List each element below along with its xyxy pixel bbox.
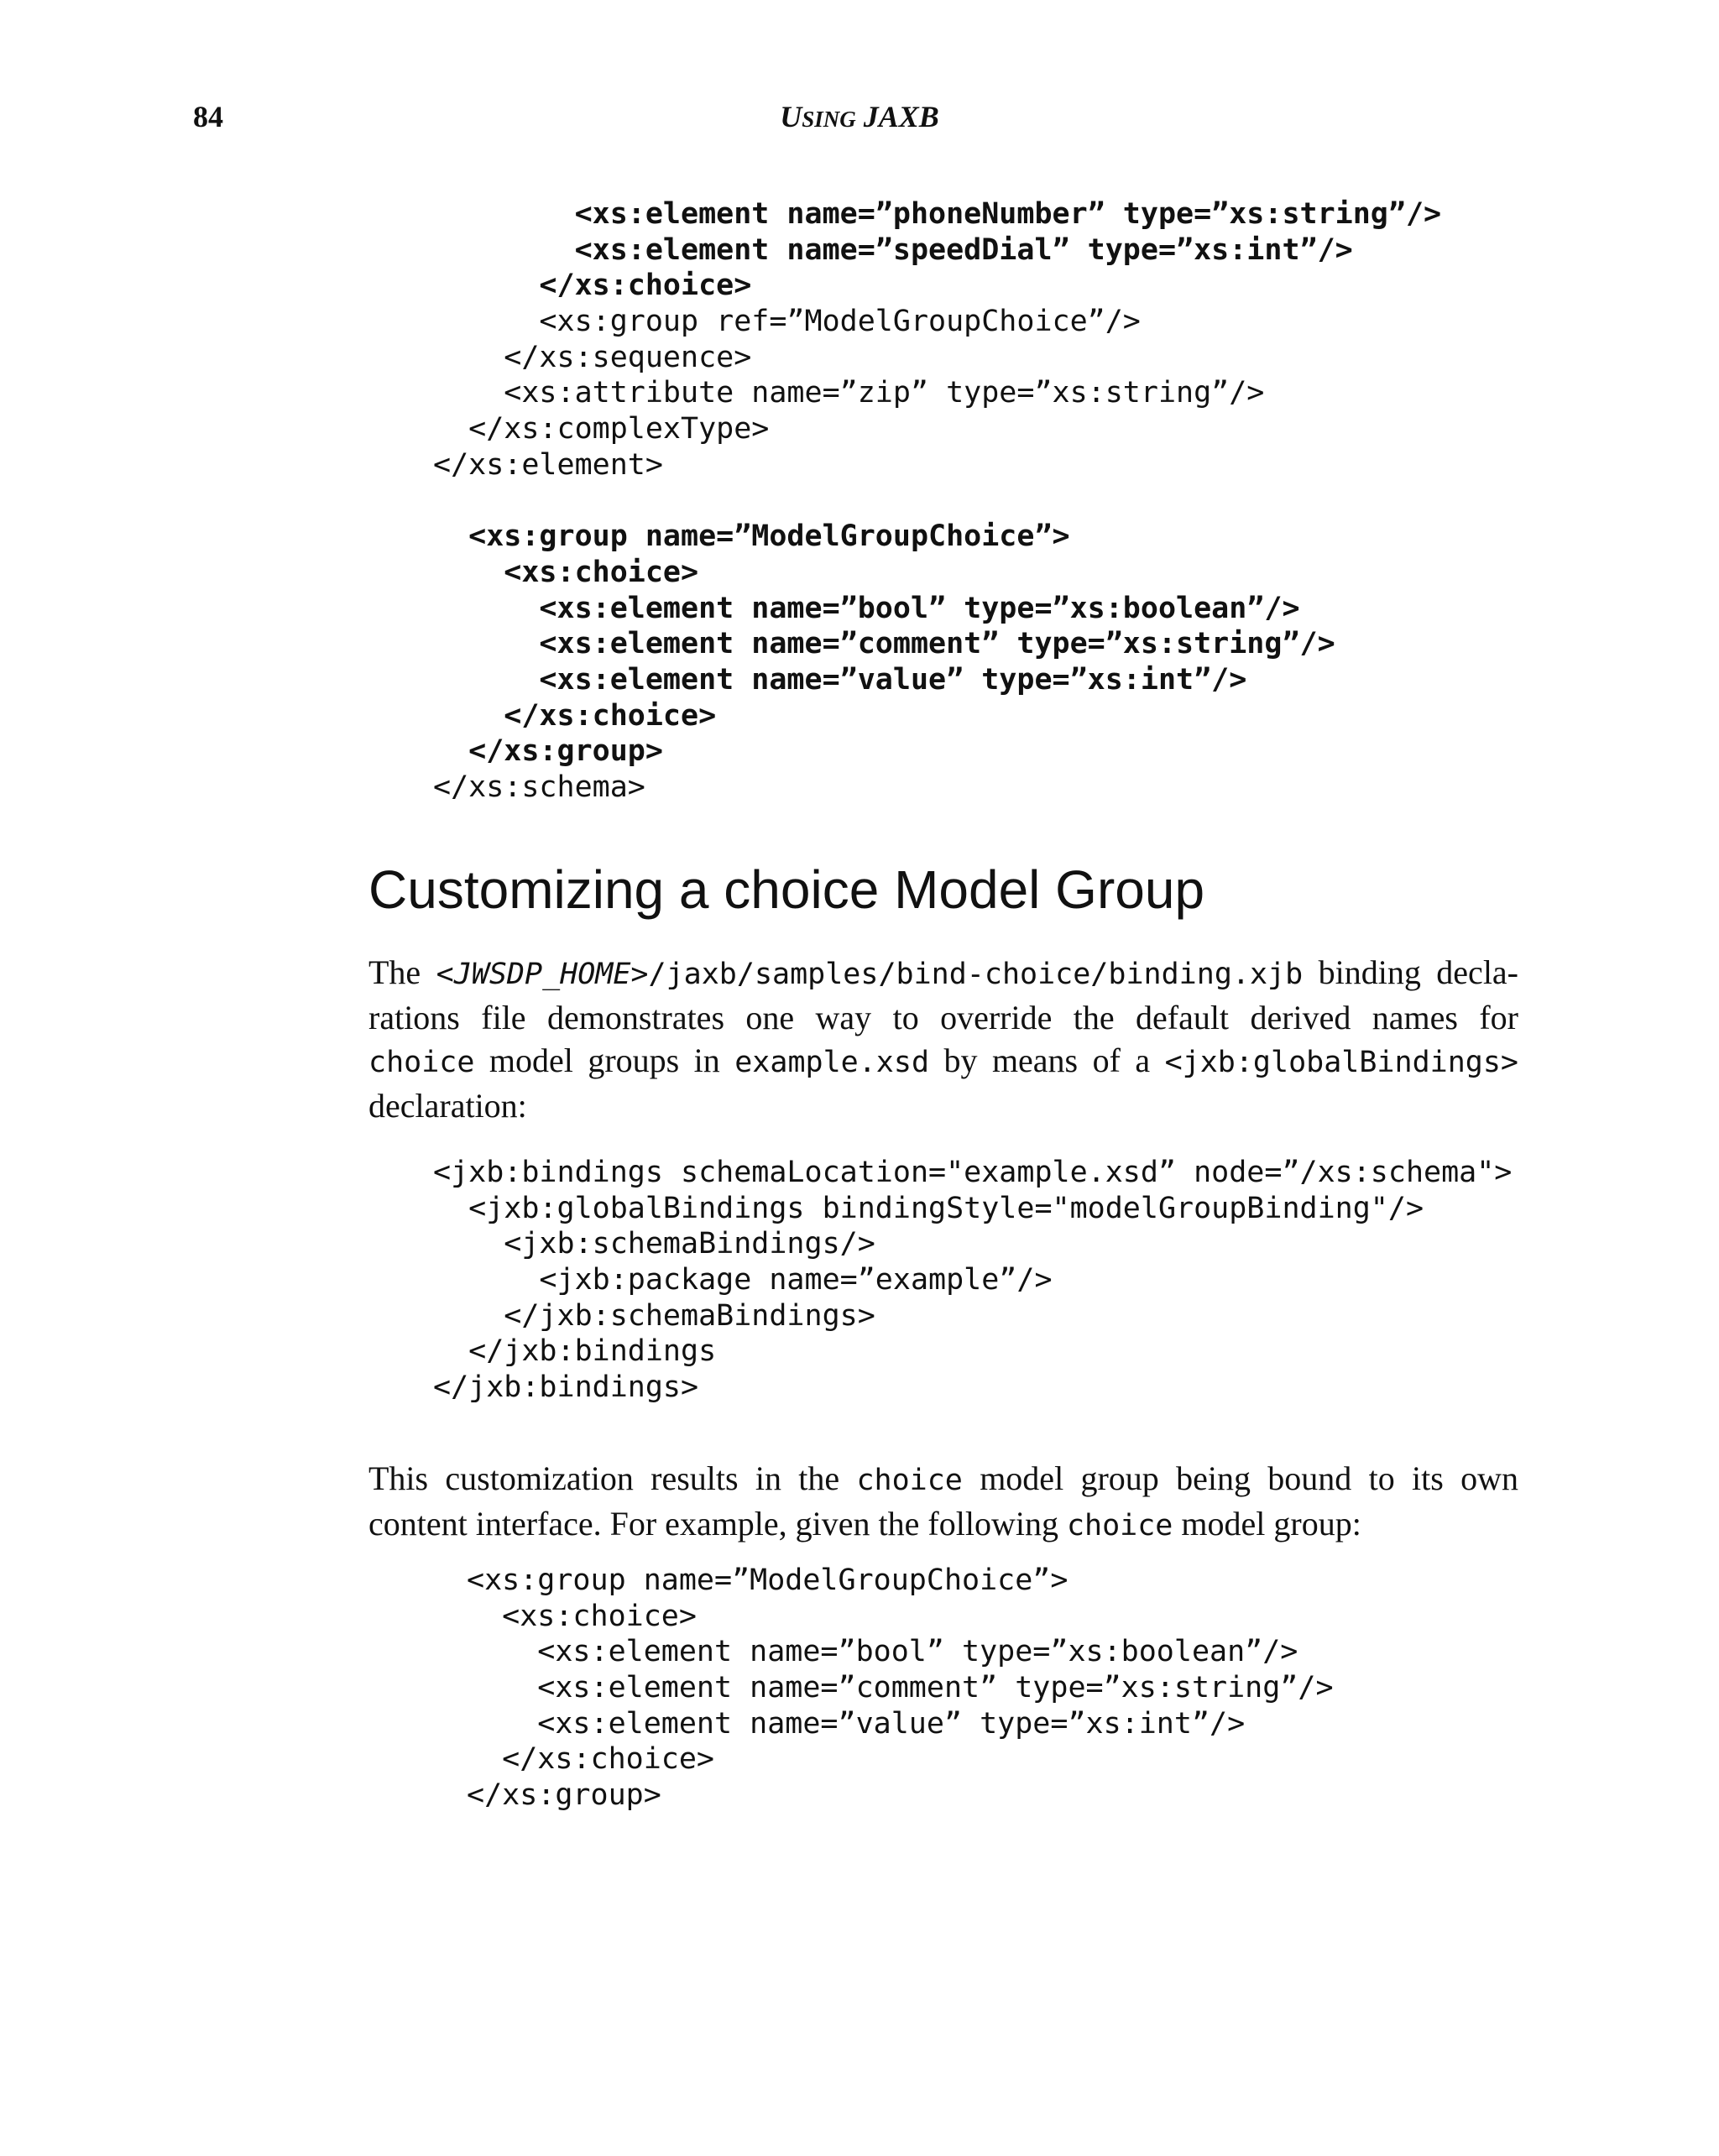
code-line: </xs:sequence> [433,340,752,374]
running-head-jaxb: JAXB [863,100,939,133]
text-run: by means of a [929,1041,1165,1079]
code-run-choice: choice [856,1464,963,1497]
code-line: </jxb:schemaBindings> [433,1298,875,1333]
code-line: <xs:group ref=”ModelGroupChoice”/> [433,305,1141,339]
text-run: model group: [1173,1505,1361,1543]
code-line: </xs:choice> [467,1742,715,1777]
code-line: </jxb:bindings [433,1334,717,1369]
code-line: <xs:element name=”comment” type=”xs:string”/> [433,627,1335,661]
code-line: <xs:element name=”comment” type=”xs:string”/> [467,1671,1334,1705]
paragraph-customization-result [368,1457,1518,1548]
text-run: The [368,953,436,991]
code-line: </jxb:bindings> [433,1370,699,1405]
text-run: model group being bound to its own [962,1459,1518,1497]
code-line: <xs:choice> [433,555,699,589]
code-block-model-group [467,1563,1334,1814]
code-line: <xs:element name=”speedDial” type=”xs:int”/> [433,232,1353,267]
page-number: 84 [193,100,223,133]
code-line: </xs:choice> [433,269,752,303]
code-line: </xs:complexType> [433,412,770,446]
code-block-schema-end [433,196,1441,806]
code-line: <xs:group name=”ModelGroupChoice”> [467,1563,1068,1597]
code-line: <jxb:schemaBindings/> [433,1227,875,1261]
code-run-choice: choice [368,1046,475,1079]
paragraph-line [368,1502,1518,1548]
code-line: <xs:element name=”value” type=”xs:int”/> [467,1706,1246,1741]
code-line: </xs:group> [467,1778,661,1813]
paragraph-line: rations file demonstrates one way to override the default derived names for [368,999,1518,1036]
code-line: </xs:group> [433,734,663,769]
running-head [0,99,1719,134]
code-line: <jxb:bindings schemaLocation="example.xsd” node=”/xs:schema"> [433,1156,1513,1189]
code-line [433,483,1441,519]
code-run-global-bindings: <jxb:globalBindings> [1164,1046,1518,1079]
code-line: <xs:element name=”bool” type=”xs:boolean”/> [467,1635,1298,1669]
code-line: </xs:schema> [433,770,645,804]
code-run-path: /jaxb/samples/bind-choice/binding.xjb [648,958,1304,991]
text-run: This customization results in the [368,1459,857,1497]
code-line: <xs:attribute name=”zip” type=”xs:string”/> [433,376,1265,410]
code-run-example-xsd: example.xsd [734,1046,930,1079]
code-run-choice: choice [1066,1509,1173,1543]
running-head-initial: U [780,100,802,133]
code-line: </xs:element> [433,447,663,482]
code-line: <xs:element name=”value” type=”xs:int”/> [433,662,1247,697]
paragraph-line [368,1039,1518,1084]
text-run: binding decla- [1303,953,1518,991]
code-line: <xs:element name=”phoneNumber” type=”xs:string”/> [433,197,1442,231]
paragraph-binding-file [368,951,1518,1127]
code-line: <jxb:package name=”example”/> [433,1263,1053,1297]
code-line: <jxb:globalBindings bindingStyle="modelGroupBinding"/> [433,1191,1424,1225]
paragraph-line [368,1457,1518,1502]
code-line: <xs:group name=”ModelGroupChoice”> [433,519,1070,554]
code-line: <xs:choice> [467,1599,697,1633]
paragraph-line [368,951,1518,996]
code-run-jwsdp-home: <JWSDP_HOME> [436,958,649,991]
text-run: content interface. For example, given the following [368,1505,1067,1543]
code-block-bindings [433,1155,1512,1406]
code-line: <xs:element name=”bool” type=”xs:boolean”/> [433,591,1300,625]
section-heading: Customizing a choice Model Group [368,859,1205,920]
running-head-smallcaps: SING [802,107,856,132]
code-line: </xs:choice> [433,698,717,733]
text-run: model groups in [474,1041,735,1079]
paragraph-line: declaration: [368,1087,527,1125]
